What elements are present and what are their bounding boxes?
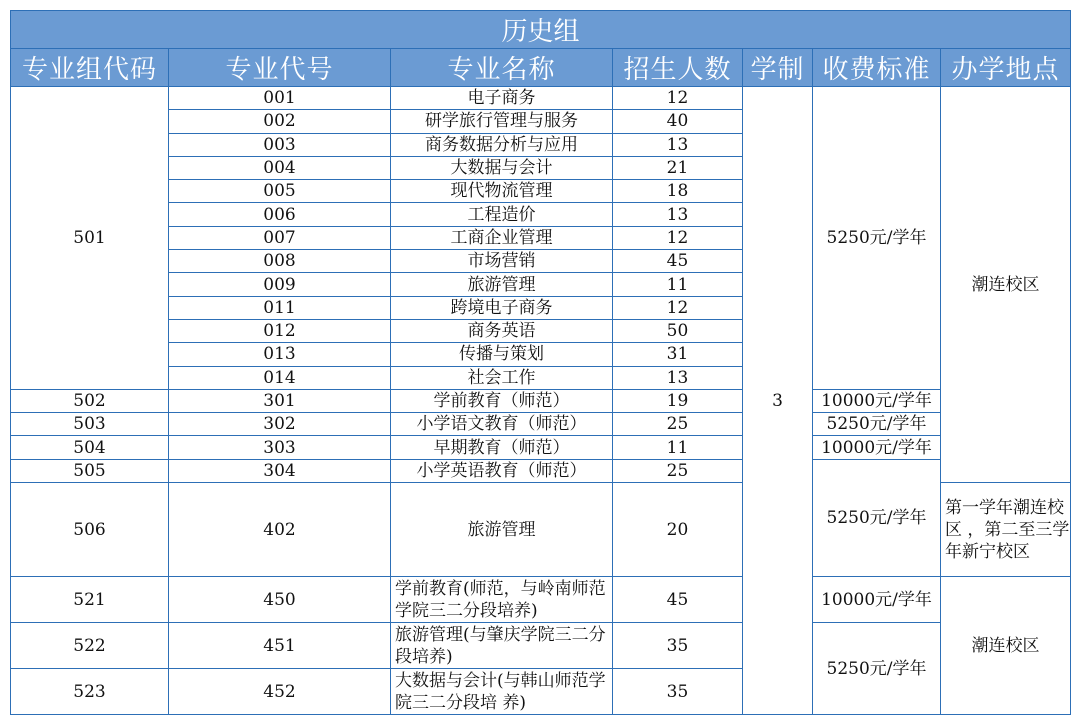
table-row: [11, 87, 1071, 110]
location-cell: 潮连校区: [941, 87, 1071, 483]
enrollment-cell: 12: [613, 87, 743, 110]
group-code-cell: 501: [11, 87, 169, 390]
major-code-cell: 002: [169, 110, 391, 133]
group-code-cell: 522: [11, 623, 169, 669]
header-enrollment: 招生人数: [613, 49, 743, 87]
group-code-cell: 523: [11, 669, 169, 715]
header-major-code: 专业代号: [169, 49, 391, 87]
enrollment-cell: 13: [613, 133, 743, 156]
enrollment-cell: 35: [613, 623, 743, 669]
major-code-cell: 014: [169, 366, 391, 389]
major-name-cell: 大数据与会计: [391, 156, 613, 179]
enrollment-cell: 12: [613, 296, 743, 319]
location-cell: 第一学年潮连校区 ，第二至三学年新宁校区: [941, 483, 1071, 577]
major-name-cell: 旅游管理(与肇庆学院三二分段培养): [391, 623, 613, 669]
duration-cell: 3: [743, 87, 813, 715]
fee-cell: 5250元/学年: [813, 459, 941, 576]
major-name-cell: 学前教育(师范，与岭南师范学院三二分段培养): [391, 577, 613, 623]
group-code-cell: 502: [11, 389, 169, 412]
table-row: [11, 389, 1071, 412]
major-name-cell: 电子商务: [391, 87, 613, 110]
enrollment-cell: 31: [613, 343, 743, 366]
major-code-cell: 012: [169, 319, 391, 342]
major-code-cell: 402: [169, 483, 391, 577]
major-name-cell: 传播与策划: [391, 343, 613, 366]
enrollment-cell: 13: [613, 366, 743, 389]
enrollment-cell: 25: [613, 459, 743, 482]
major-name-cell: 大数据与会计(与韩山师范学院三二分段培 养): [391, 669, 613, 715]
major-name-cell: 跨境电子商务: [391, 296, 613, 319]
enrollment-cell: 20: [613, 483, 743, 577]
group-code-cell: 503: [11, 413, 169, 436]
location-cell: 潮连校区: [941, 577, 1071, 715]
enrollment-cell: 45: [613, 250, 743, 273]
major-name-cell: 小学语文教育（师范）: [391, 413, 613, 436]
major-name-cell: 学前教育（师范）: [391, 389, 613, 412]
header-fee: 收费标准: [813, 49, 941, 87]
major-code-cell: 302: [169, 413, 391, 436]
enrollment-cell: 11: [613, 436, 743, 459]
major-name-cell: 现代物流管理: [391, 180, 613, 203]
fee-cell: 10000元/学年: [813, 436, 941, 459]
major-code-cell: 006: [169, 203, 391, 226]
major-code-cell: 003: [169, 133, 391, 156]
major-code-cell: 008: [169, 250, 391, 273]
major-name-cell: 早期教育（师范）: [391, 436, 613, 459]
major-name-cell: 旅游管理: [391, 273, 613, 296]
major-code-cell: 004: [169, 156, 391, 179]
table-row: [11, 459, 1071, 482]
group-code-cell: 504: [11, 436, 169, 459]
table-row: [11, 436, 1071, 459]
major-name-cell: 商务数据分析与应用: [391, 133, 613, 156]
fee-cell: 5250元/学年: [813, 623, 941, 715]
major-name-cell: 商务英语: [391, 319, 613, 342]
major-code-cell: 005: [169, 180, 391, 203]
major-name-cell: 工商企业管理: [391, 226, 613, 249]
major-code-cell: 301: [169, 389, 391, 412]
enrollment-cell: 50: [613, 319, 743, 342]
enrollment-cell: 19: [613, 389, 743, 412]
enrollment-cell: 25: [613, 413, 743, 436]
enrollment-cell: 35: [613, 669, 743, 715]
enrollment-cell: 18: [613, 180, 743, 203]
enrollment-table-wrapper: [10, 10, 1070, 715]
major-code-cell: 303: [169, 436, 391, 459]
header-location: 办学地点: [941, 49, 1071, 87]
group-code-cell: 505: [11, 459, 169, 482]
enrollment-cell: 40: [613, 110, 743, 133]
fee-cell: 10000元/学年: [813, 389, 941, 412]
table-row: [11, 577, 1071, 623]
enrollment-cell: 13: [613, 203, 743, 226]
header-major-name: 专业名称: [391, 49, 613, 87]
major-code-cell: 451: [169, 623, 391, 669]
header-group-code: 专业组代码: [11, 49, 169, 87]
major-name-cell: 工程造价: [391, 203, 613, 226]
fee-cell: 5250元/学年: [813, 413, 941, 436]
major-code-cell: 011: [169, 296, 391, 319]
major-code-cell: 001: [169, 87, 391, 110]
table-row: [11, 413, 1071, 436]
major-name-cell: 旅游管理: [391, 483, 613, 577]
major-name-cell: 研学旅行管理与服务: [391, 110, 613, 133]
group-code-cell: 521: [11, 577, 169, 623]
table-title: 历史组: [11, 11, 1071, 49]
major-name-cell: 小学英语教育（师范）: [391, 459, 613, 482]
major-code-cell: 007: [169, 226, 391, 249]
major-code-cell: 304: [169, 459, 391, 482]
fee-cell: 5250元/学年: [813, 87, 941, 390]
major-code-cell: 009: [169, 273, 391, 296]
enrollment-cell: 11: [613, 273, 743, 296]
major-name-cell: 市场营销: [391, 250, 613, 273]
enrollment-cell: 21: [613, 156, 743, 179]
enrollment-cell: 12: [613, 226, 743, 249]
major-code-cell: 452: [169, 669, 391, 715]
header-duration: 学制: [743, 49, 813, 87]
enrollment-cell: 45: [613, 577, 743, 623]
enrollment-table: [10, 10, 1071, 715]
group-code-cell: 506: [11, 483, 169, 577]
major-code-cell: 013: [169, 343, 391, 366]
table-row: [11, 623, 1071, 669]
fee-cell: 10000元/学年: [813, 577, 941, 623]
major-code-cell: 450: [169, 577, 391, 623]
major-name-cell: 社会工作: [391, 366, 613, 389]
